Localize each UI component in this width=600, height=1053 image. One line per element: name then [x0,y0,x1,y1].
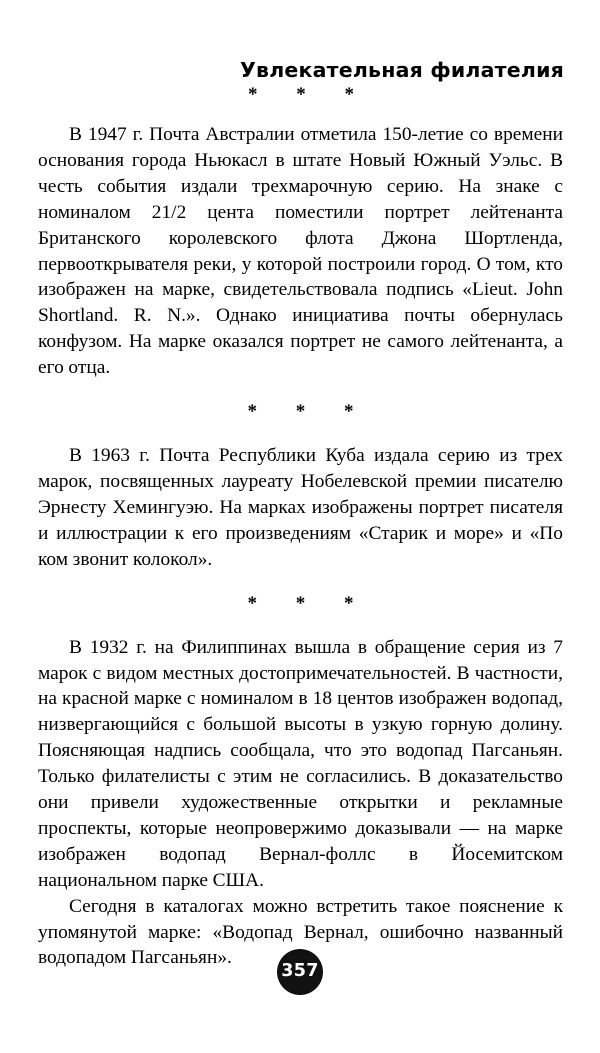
section-divider-top: * * * [248,84,371,105]
running-head: Увлекательная филателия [240,58,564,82]
paragraph-catalog-note: Сегодня в каталогах можно встретить такое пояснение к упомянутой марке: «Водопад Вернал, ошибочно названный водопадом Пагсаньян». [38,895,563,969]
section-divider-2: * * * [247,401,371,423]
page-number-badge: 357 [277,949,323,995]
section-divider-2-wrap [38,401,563,423]
section-divider-3: * * * [247,592,371,614]
paragraph-philippines: В 1932 г. на Филиппинах вышла в обращение серия из 7 марок с видом местных достопримечательностей. В частности, на красной марке с номиналом в 18 центов изображен водопад, низвергающийся с большой высоты в узкую горную долину. Поясняющая надпись сообщала, что это водопад Пагсаньян. Только филателисты с этим не согласились. В доказательство они привели художественные открытки и рекламные проспекты, которые неопровержимо доказывали — на марке изображен водопад Вернал-фоллс в Йосемитском национальном парке США. [38,636,563,891]
text-column [38,122,563,971]
paragraph-cuba: В 1963 г. Почта Республики Куба издала серию из трех марок, посвященных лауреату Нобелевской премии писателю Эрнесту Хемингуэю. На марках изображены портрет писателя и иллюстрации к его произведениям «Старик и море» и «По ком звонит колокол». [38,445,563,570]
section-divider-3-wrap [38,593,563,615]
paragraph-australia: В 1947 г. Почта Австралии отметила 150-летие со времени основания города Ньюкасл в штате Новый Южный Уэльс. В честь события издали трехмарочную серию. На знаке с номиналом 21/2 цента поместили портрет лейтенанта Британского королевского флота Джона Шортленда, первооткрывателя реки, у которой построили город. О том, кто изображен на марке, свидетельствовала подпись «Lieut. John Shortland. R. N.». Однако инициатива почты обернулась конфузом. На марке оказался портрет не самого лейтенанта, а его отца. [38,124,563,379]
